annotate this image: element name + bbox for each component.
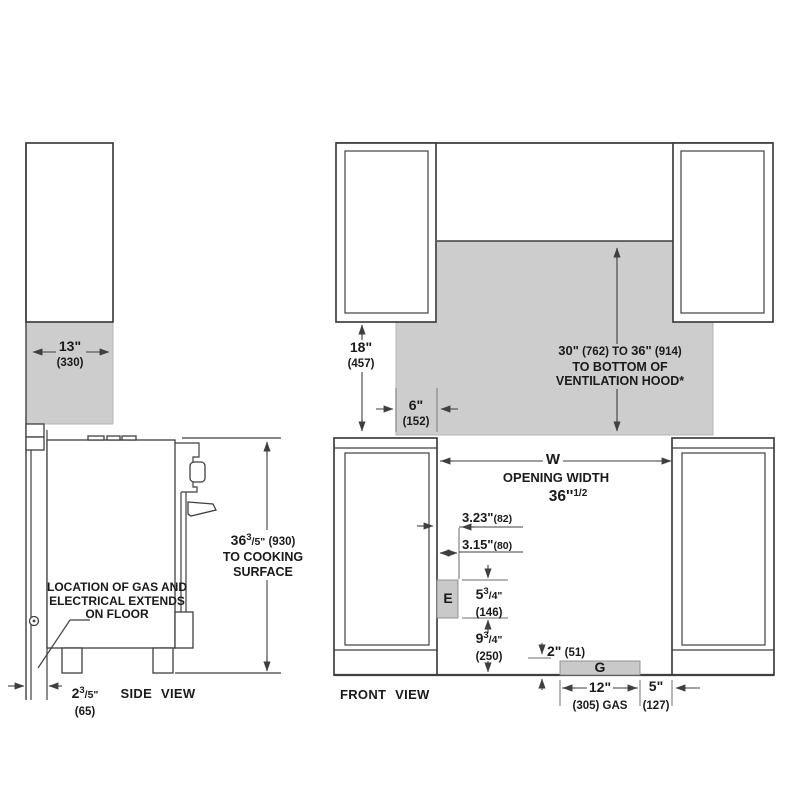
electrical-offset-alt-dimension: 3.15"(80) [462,537,513,552]
electrical-floor-offset-dimension: $9^3/4$" (250) [475,630,503,663]
gas-marker-label: G [594,659,606,675]
opening-width-symbol: W [543,452,563,467]
electrical-height-dimension: $5^3/4$" (146) [475,586,503,619]
gas-width-metric: (305) GAS [572,700,628,712]
gas-electrical-note: LOCATION OF GAS AND ELECTRICAL EXTENDS ON FLOOR [47,580,187,621]
side-view-label: SIDE VIEW [120,686,196,701]
rear-trim-box [26,437,44,450]
hood-clearance-dimension: 30" (762) TO 36" (914) TO BOTTOM OF VENTILATION HOOD* [552,344,688,389]
rear-clearance-dimension: $2^3/5$" (65) [71,685,99,718]
door-handle [188,502,216,516]
opening-width-value: $36''^{1/2}$ [548,488,588,505]
control-knob [190,462,205,482]
opening-width-label: OPENING WIDTH [502,470,610,485]
burner-grate [107,436,120,440]
base-cabinet-left [334,438,437,675]
burner-grate [122,436,136,440]
base-cabinet-right [672,438,774,675]
range-leg [62,648,82,673]
side-clearance-dimension: 6" (152) [402,397,430,428]
height-to-cooking-surface-dimension: $36^3/5$" (930) TO COOKING SURFACE [220,530,306,580]
gas-width-dimension: 12" [588,679,612,695]
gas-side-offset-dimension: 5" [648,678,664,694]
upper-cabinet-right [673,143,773,322]
hood-clearance-area [437,241,673,322]
front-view-label: FRONT VIEW [340,687,430,702]
electrical-offset-dimension: 3.23"(82) [462,510,513,525]
upper-cabinet-depth-dimension: 18" (457) [345,340,378,372]
rear-trim-box [26,424,44,437]
electrical-marker-label: E [443,590,453,606]
cabinet-depth-dimension: 13" (330) [56,338,84,369]
burner-grate [88,436,104,440]
gas-side-offset-metric: (127) [642,700,670,712]
front-view-drawing [334,143,774,706]
range-leg [153,648,173,673]
gas-height-dimension: 2" (51) [547,643,586,659]
side-wall-cabinet [26,143,113,322]
upper-cabinet-left [336,143,436,322]
